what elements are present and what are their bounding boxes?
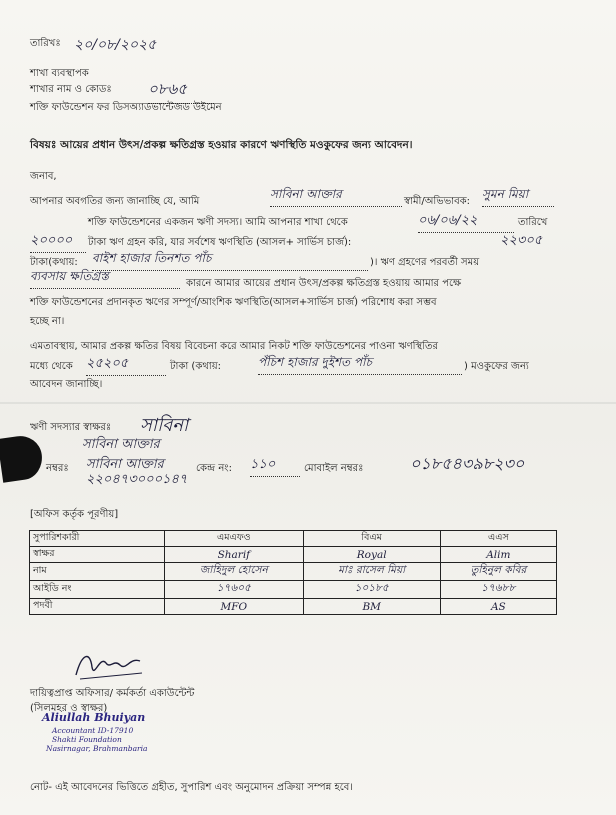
row-id-label: আইডি নং	[30, 581, 165, 599]
body-line-4-end: )। ঋণ গ্রহণের পরবর্তী সময়	[370, 257, 480, 268]
branch-code: ০৮৬৫	[148, 78, 214, 104]
member-signature: সাবিনা	[140, 415, 189, 436]
guardian-label: স্বামী/অভিভাবক:	[404, 196, 471, 207]
body-line-5: কারনে আমার আয়ের প্রধান উৎস/প্রকল্প ক্ষতিগ্রস্ত হওয়ায় আমার পক্ষে	[186, 278, 462, 289]
member-number-label: নম্বরঃ	[46, 463, 69, 474]
loan-amount: ২০০০০	[30, 231, 86, 253]
approver-seal-label: (সিলমহর ও স্বাক্ষর)	[30, 703, 108, 714]
row-name-label: নাম	[30, 563, 165, 581]
date-label: তারিখঃ	[30, 38, 61, 49]
bm-id: ১০১৮৫	[303, 581, 440, 599]
as-post: AS	[440, 599, 556, 615]
member-signature-label: ঋণী সদস্যার স্বাক্ষরঃ	[30, 422, 112, 433]
body-line-6: শক্তি ফাউন্ডেশনের প্রদানকৃত ঋণের সম্পূর্ণ/আংশিক ঋণস্থিতি(আসল+সার্ভিস চার্জ) পরিশোধ করা সম্ভব	[30, 297, 437, 308]
approver-title: দায়িত্বপ্রাপ্ত অফিসার/ কর্মকর্তা একাউন্টেন্ট	[30, 688, 195, 699]
request-line-2-end: ) মওকুফের জন্য	[464, 361, 529, 372]
date-value: ২০/০৮/২০২৫	[74, 37, 157, 53]
waiver-in-words: পঁচিশ হাজার দুইশত পাঁচ	[258, 354, 462, 375]
waiver-amount: ২৫২০৫	[86, 354, 166, 376]
approver-signature-mark	[70, 645, 150, 685]
stamp-line-1: Accountant ID-17910	[52, 726, 134, 735]
stamp-name: Aliullah Bhuiyan	[42, 711, 146, 724]
table-row	[30, 563, 557, 581]
outstanding-balance: ২২৩০৫	[500, 233, 543, 248]
body-line-3: টাকা ঋণ গ্রহন করি, যার সর্বশেষ ঋণস্থিতি (আসল+ সার্ভিস চার্জ):	[88, 237, 352, 248]
body-line-2: শক্তি ফাউন্ডেশনের একজন ঋণী সদস্য। আমি আপনার শাখা থেকে	[88, 217, 348, 228]
request-line-2: মধ্যে থেকে	[30, 361, 73, 372]
member-id-number: ২২০৪৭৩০০০১৪৭	[86, 472, 188, 487]
balance-in-words: বাইশ হাজার তিনশত পাঁচ	[92, 250, 368, 271]
member-signature-name: সাবিনা আক্তার	[82, 437, 160, 452]
table-row	[30, 599, 557, 615]
subject-line: বিষয়ঃ আয়ের প্রধান উৎস/প্রকল্প ক্ষতিগ্রস্ত হওয়ার কারণে ঋণস্থিতি মওকুফের জন্য আবেদন।	[30, 139, 413, 151]
paper-fold-line	[0, 402, 616, 404]
request-line-1: এমতাবস্থায়, আমার প্রকল্প ক্ষতির বিষয় বিবেচনা করে আমার নিকট শক্তি ফাউন্ডেশনের পাওনা ঋণস্থিতির	[30, 341, 439, 352]
row-signature-label: স্বাক্ষর	[30, 547, 165, 563]
as-id: ১৭৬৮৮	[440, 581, 556, 599]
mobile-number: ০১৮৫৪৩৯৮২৩০	[410, 454, 525, 473]
col-as: এএস	[440, 531, 556, 547]
damage-reason: ব্যবসায় ক্ষতিগ্রস্ত	[30, 268, 180, 289]
bm-name: মাঃ রাসেল মিয়া	[303, 563, 440, 581]
guardian-name: সুমন মিয়া	[482, 186, 554, 207]
applicant-name: সাবিনা আক্তার	[270, 186, 402, 207]
recommendation-table	[29, 530, 557, 615]
as-name: তুহিনুল কবির	[440, 563, 556, 581]
branch-manager: শাখা ব্যবস্থাপক	[30, 68, 89, 79]
mobile-label: মোবাইল নম্বরঃ	[304, 463, 364, 474]
mfo-name: জাহিদুল হোসেন	[165, 563, 304, 581]
col-mfo: এমএফও	[165, 531, 304, 547]
body-line-7: হচ্ছে না।	[30, 316, 65, 327]
as-signature: Alim	[440, 547, 556, 563]
member-line-name: সাবিনা আক্তার	[86, 457, 164, 472]
salutation: জনাব,	[30, 171, 57, 182]
stamp-line-3: Nasirnagar, Brahmanbaria	[46, 744, 148, 753]
center-label: কেন্দ্র নং:	[196, 463, 232, 474]
mfo-signature: Sharif	[165, 547, 304, 563]
stamp-line-2: Shakti Foundation	[52, 735, 122, 744]
ink-blot	[0, 433, 45, 482]
table-row	[30, 547, 557, 563]
loan-date: ০৬/০৬/২২	[418, 211, 514, 233]
mfo-id: ১৭৬০৫	[165, 581, 304, 599]
row-post-label: পদবী	[30, 599, 165, 615]
footer-note: নোট- এই আবেদনের ভিত্তিতে গ্রহীত, সুপারিশ এবং অনুমোদন প্রক্রিয়া সম্পন্ন হবে।	[30, 782, 353, 793]
center-number: ১১০	[250, 455, 300, 477]
col-recommender: সুপারিশকারী	[30, 531, 165, 547]
request-line-2-mid: টাকা (কথায়:	[170, 361, 221, 372]
body-line-2-end: তারিখে	[518, 217, 548, 228]
body-line-1: আপনার অবগতির জন্য জানাচ্ছি যে, আমি	[30, 196, 200, 207]
col-bm: বিএম	[303, 531, 440, 547]
table-row	[30, 531, 557, 547]
body-line-4: টাকা(কথায়:	[30, 257, 78, 268]
office-use-label: [অফিস কর্তৃক পূরণীয়]	[30, 509, 119, 520]
branch-label: শাখার নাম ও কোডঃ	[30, 84, 112, 95]
table-row	[30, 581, 557, 599]
bm-signature: Royal	[303, 547, 440, 563]
mfo-post: MFO	[165, 599, 304, 615]
bm-post: BM	[303, 599, 440, 615]
request-line-3: আবেদন জানাচ্ছি।	[30, 379, 103, 390]
foundation-name: শক্তি ফাউন্ডেশন ফর ডিসঅ্যাডভান্টেজড উইমেন	[30, 102, 222, 113]
